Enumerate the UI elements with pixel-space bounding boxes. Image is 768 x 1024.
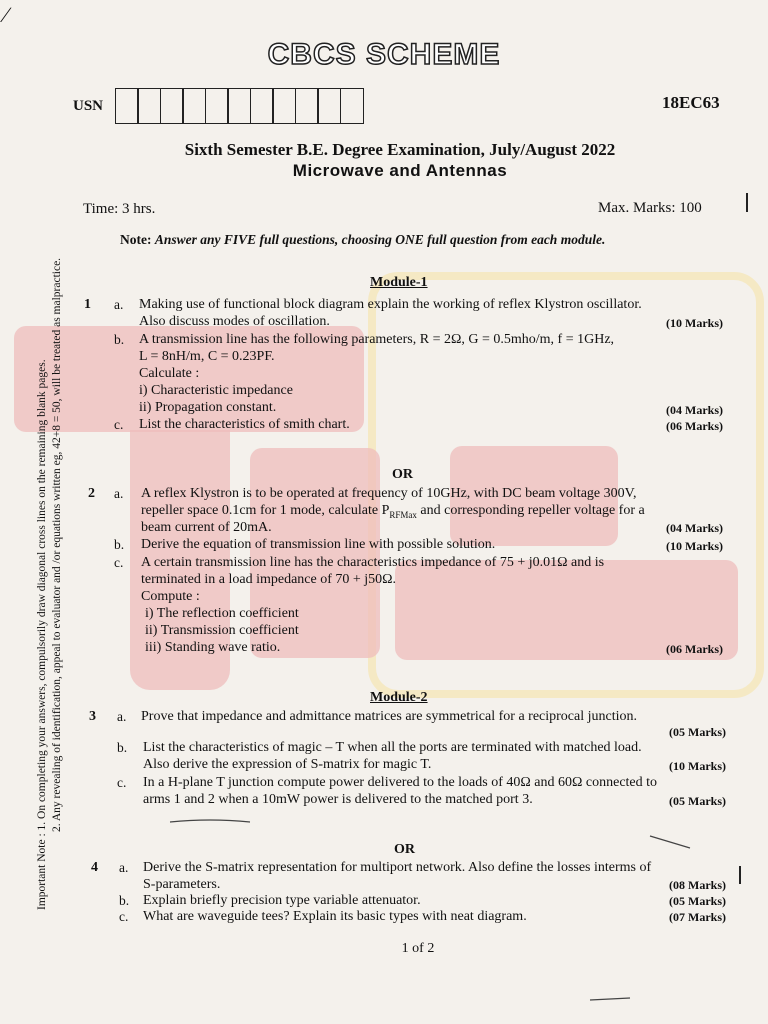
instructions-note: Note: Answer any FIVE full questions, choosing ONE full question from each module. [120,232,606,247]
q3-number: 3 [89,709,96,724]
scheme-banner: CBCS SCHEME [267,38,501,71]
subject-title: Microwave and Antennas [292,161,508,180]
q2c-marks: (06 Marks) [666,642,723,656]
q1b-text: A transmission line has the following parameters, R = 2Ω, G = 0.5mho/m, f = 1GHz, [139,332,615,347]
q2c-text: i) The reflection coefficient [145,606,299,621]
q3a-marks: (05 Marks) [669,725,726,739]
q4b-label: b. [119,893,130,908]
q2a-text: beam current of 20mA. [141,520,272,535]
q1c-marks: (06 Marks) [666,419,723,433]
q3b-text: Also derive the expression of S-matrix for magic T. [143,757,432,772]
subject-code: 18EC63 [662,93,720,112]
q1c-text: List the characteristics of smith chart. [139,417,350,432]
or-divider: OR [394,842,415,857]
time-allowed: Time: 3 hrs. [83,201,156,217]
q3b-text: List the characteristics of magic – T when all the ports are terminated with matched load. [143,740,642,755]
q1-number: 1 [84,297,91,312]
q2c-label: c. [114,555,124,570]
q1b-text: Calculate : [139,366,200,381]
q4c-text: What are waveguide tees? Explain its basic types with neat diagram. [143,909,527,924]
corner-mark: ∕ [4,2,8,27]
q1b-text: L = 8nH/m, C = 0.23PF. [139,349,275,364]
module2-title: Module-2 [370,690,428,705]
q3b-label: b. [117,740,128,755]
q2a-text: repeller space 0.1cm for 1 mode, calculate $P_{RFMax}$ and corresponding repeller voltage for a [141,503,645,520]
q3a-label: a. [117,709,127,724]
q4a-text: S-parameters. [143,877,221,892]
q4a-text: Derive the S-matrix representation for multiport network. Also define the losses interms of [143,860,652,875]
q1b-marks: (04 Marks) [666,403,723,417]
q3b-marks: (10 Marks) [669,759,726,773]
q4a-marks: (08 Marks) [669,878,726,892]
q1a-label: a. [114,297,124,312]
q3c-marks: (05 Marks) [669,794,726,808]
q2b-text: Derive the equation of transmission line with possible solution. [141,537,496,552]
q2c-text: iii) Standing wave ratio. [145,640,281,655]
q4b-text: Explain briefly precision type variable attenuator. [143,893,421,908]
q1c-label: c. [114,417,124,432]
q2a-label: a. [114,486,124,501]
q2a-marks: (04 Marks) [666,521,723,535]
q1a-text: Also discuss modes of oscillation. [139,314,330,329]
q1b-text: i) Characteristic impedance [139,383,293,398]
q4c-marks: (07 Marks) [669,910,726,924]
q1b-text: ii) Propagation constant. [139,400,277,415]
q3c-text: In a H-plane T junction compute power delivered to the loads of 40Ω and 60Ω connected to [143,775,658,790]
q2c-text: terminated in a load impedance of 70 + j50Ω. [141,572,397,587]
q1a-marks: (10 Marks) [666,316,723,330]
q1b-label: b. [114,332,125,347]
q3c-label: c. [117,775,127,790]
page-number: 1 of 2 [401,941,435,956]
or-divider: OR [392,467,413,482]
side-note-line2: 2. Any revealing of identification, appeal to evaluator and /or equations written eg, 42+8 = 50, will be treated as malpractice. [51,257,63,832]
q2b-label: b. [114,537,125,552]
q1a-text: Making use of functional block diagram explain the working of reflex Klystron oscillator. [139,297,642,312]
q2c-text: Compute : [141,589,200,604]
q2c-text: ii) Transmission coefficient [145,623,299,638]
q4b-marks: (05 Marks) [669,894,726,908]
module1-title: Module-1 [370,275,428,290]
q2b-marks: (10 Marks) [666,539,723,553]
side-note-line1: Important Note : 1. On completing your answers, compulsorily draw diagonal cross lines on the remaining blank pages. [36,359,48,910]
q4-number: 4 [91,860,98,875]
usn-label: USN [73,98,104,114]
q4a-label: a. [119,860,129,875]
q2-number: 2 [88,486,95,501]
q4c-label: c. [119,909,129,924]
q2c-text: A certain transmission line has the characteristics impedance of 75 + j0.01Ω and is [141,555,605,570]
q3c-text: arms 1 and 2 when a 10mW power is delivered to the matched port 3. [143,792,533,807]
max-marks: Max. Marks: 100 [598,200,702,216]
q3a-text: Prove that impedance and admittance matrices are symmetrical for a reciprocal junction. [141,709,638,724]
q2a-text: A reflex Klystron is to be operated at frequency of 10GHz, with DC beam voltage 300V, [141,486,637,501]
exam-title: Sixth Semester B.E. Degree Examination, July/August 2022 [184,140,616,159]
